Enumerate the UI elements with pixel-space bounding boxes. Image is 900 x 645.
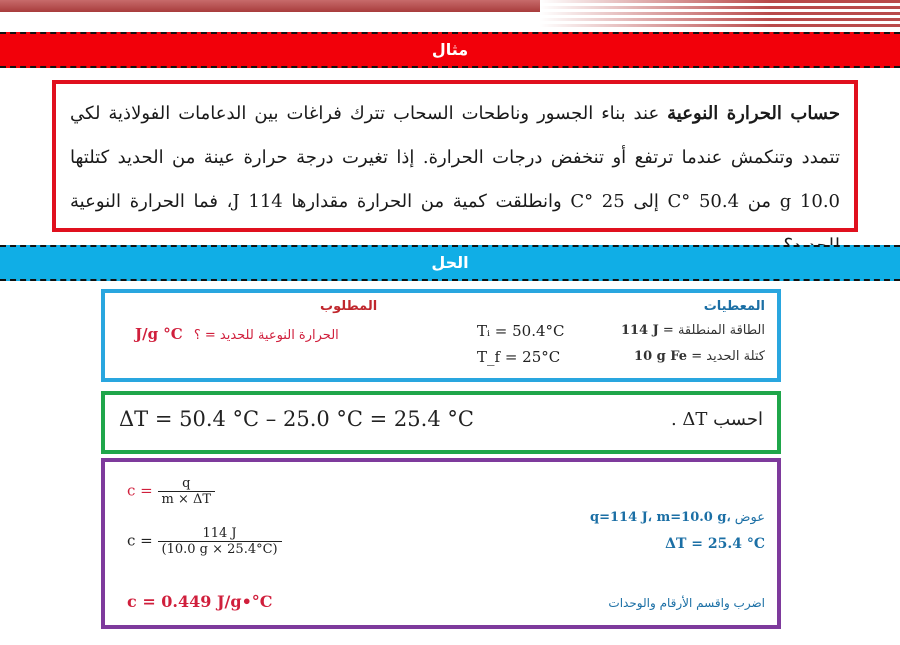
final-temp: T_f = 25°C xyxy=(477,348,561,366)
substitute-delta: ΔT = 25.4 °C xyxy=(665,536,765,552)
required-heading: المطلوب xyxy=(320,299,378,314)
substitution-numerator: 114 J xyxy=(158,526,282,542)
substitute-values: q=114 J، m=10.0 g، xyxy=(590,510,731,525)
formula-lhs: c = xyxy=(127,481,153,500)
formula-fraction xyxy=(158,476,216,507)
substitute-prefix: عوض xyxy=(734,510,765,525)
solution-label: الحل xyxy=(431,253,469,272)
problem-box xyxy=(52,80,858,232)
delta-label: احسب ΔT . xyxy=(670,409,763,430)
example-banner xyxy=(0,32,900,68)
delta-box xyxy=(101,391,781,454)
substitution-lhs: c = xyxy=(127,531,153,550)
top-decoration-right xyxy=(540,0,900,30)
given-energy xyxy=(621,323,765,338)
multiply-label: اضرب واقسم الأرقام والوحدات xyxy=(608,596,765,610)
substitution xyxy=(127,526,282,557)
problem-text: عند بناء الجسور وناطحات السحاب تترك فراغات بين الدعامات الفولاذية لكي تتمدد وتنكمش عندما ترتفع أو تنخفض درجات الحرارة. إذا تغيرت درجة حرارة عينة من الحديد كتلتها 10.0 g من 50.4 °C إلى 25 °C وانطلقت كمية من الحرارة مقدارها 114 J، فما الحرارة النوعية xyxy=(70,103,840,212)
energy-value: 114 J xyxy=(620,323,659,338)
given-mass xyxy=(634,349,765,364)
given-required-box xyxy=(101,289,781,382)
problem-title: حساب الحرارة النوعية xyxy=(667,103,840,124)
initial-temp: Tᵢ = 50.4°C xyxy=(477,322,565,340)
mass-label: كتلة الحديد = xyxy=(691,349,765,364)
calculation-box xyxy=(101,458,781,629)
required-label: الحرارة النوعية للحديد = ؟ xyxy=(193,328,339,343)
required-unit: J/g °C xyxy=(135,325,183,343)
formula-denominator: m × ΔT xyxy=(161,492,212,507)
energy-label: الطاقة المنطلقة = xyxy=(662,323,765,338)
substitution-denominator: (10.0 g × 25.4°C) xyxy=(161,542,278,557)
formula-numerator: q xyxy=(158,476,216,492)
substitution-fraction xyxy=(158,526,282,557)
top-decoration-left xyxy=(0,0,540,12)
formula xyxy=(127,476,215,507)
delta-equation: ΔT = 50.4 °C – 25.0 °C = 25.4 °C xyxy=(119,407,474,431)
substitute-label xyxy=(590,510,765,525)
mass-value: 10 g Fe xyxy=(634,349,688,364)
example-label: مثال xyxy=(431,40,469,59)
result: c = 0.449 J/g•°C xyxy=(127,592,273,611)
given-heading: المعطيات xyxy=(703,299,765,314)
solution-banner xyxy=(0,245,900,281)
required-line xyxy=(135,324,339,343)
